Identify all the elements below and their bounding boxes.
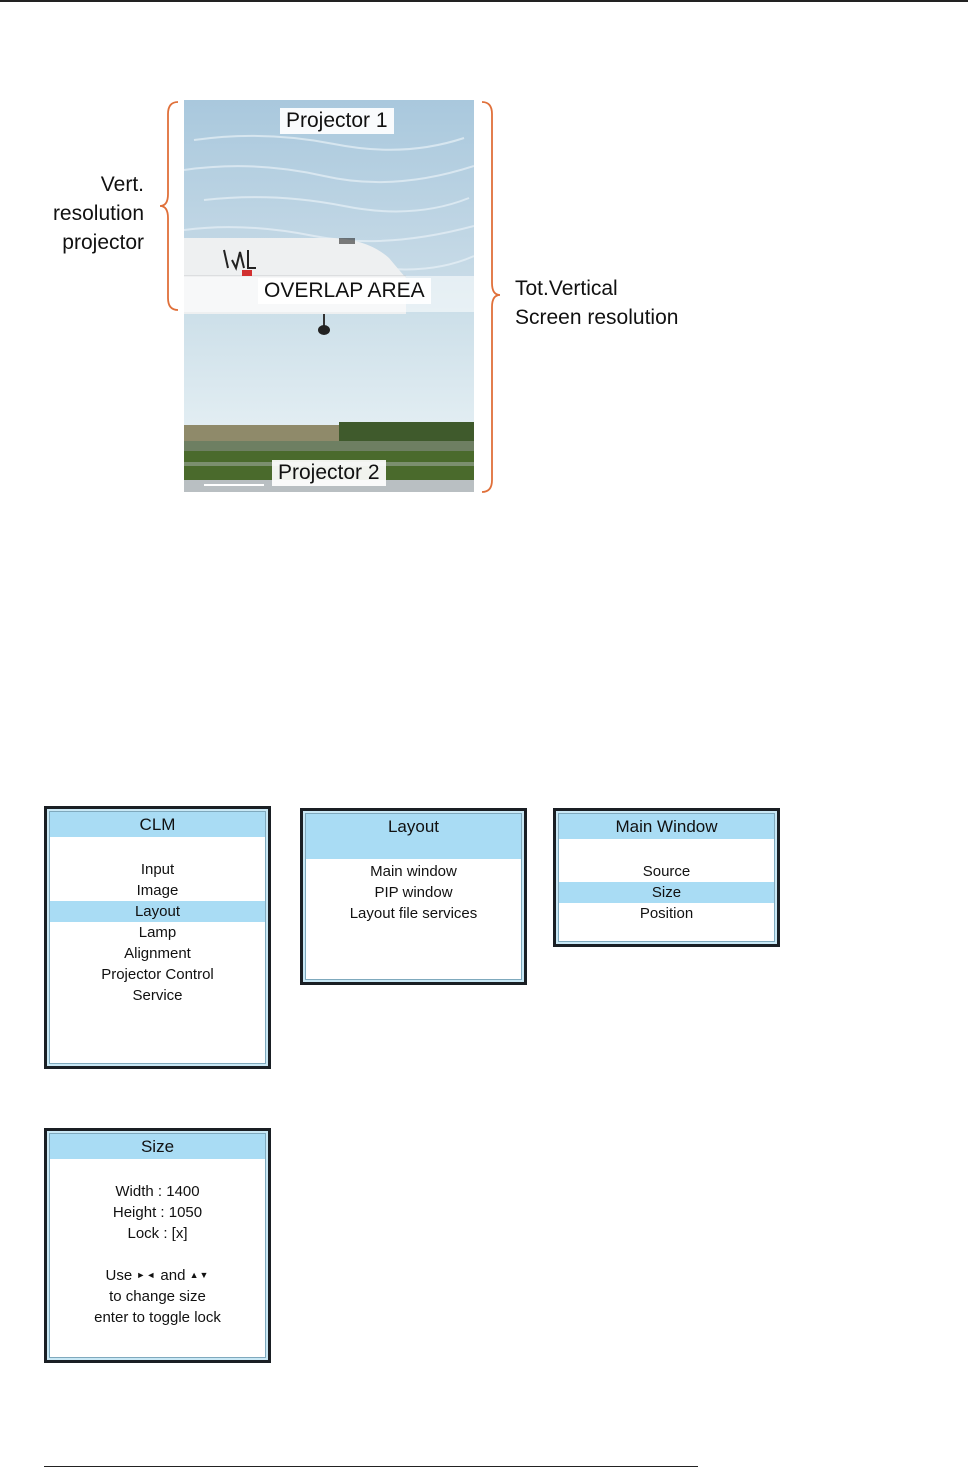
layout-menu bbox=[300, 808, 527, 985]
vert-resolution-text bbox=[44, 170, 144, 257]
menu-item-position[interactable]: Position bbox=[639, 905, 694, 922]
main-window-menu bbox=[553, 808, 780, 947]
left-brace bbox=[158, 100, 182, 312]
projector-1-label: Projector 1 bbox=[280, 108, 394, 134]
left-text-line: projector bbox=[62, 231, 144, 254]
top-rule bbox=[0, 0, 968, 2]
up-down-arrows-icon: ▲▼ bbox=[189, 1270, 210, 1280]
bottom-rule bbox=[44, 1466, 698, 1467]
menu-item-projector-control[interactable]: Projector Control bbox=[101, 966, 214, 983]
menu-item-service[interactable]: Service bbox=[132, 987, 183, 1004]
left-text-line: Vert. bbox=[100, 173, 144, 196]
projector-2-label: Projector 2 bbox=[272, 460, 386, 486]
menu-item-pip-window[interactable]: PIP window bbox=[374, 884, 453, 901]
overlap-figure bbox=[0, 90, 968, 500]
menu-item-layout[interactable]: Layout bbox=[50, 901, 265, 922]
menu-item-image[interactable]: Image bbox=[136, 882, 179, 899]
menu-item-main-window[interactable]: Main window bbox=[370, 863, 457, 880]
left-text-line: resolution bbox=[52, 202, 144, 225]
change-size-instruction: to change size bbox=[109, 1288, 206, 1305]
total-vertical-resolution-text bbox=[515, 274, 678, 332]
menu-item-source[interactable]: Source bbox=[642, 863, 691, 880]
right-text-line: Screen resolution bbox=[515, 306, 679, 329]
menu-item-alignment[interactable]: Alignment bbox=[124, 945, 191, 962]
menu-item-size[interactable]: Size bbox=[559, 882, 774, 903]
lock-value[interactable]: Lock : [x] bbox=[127, 1225, 188, 1242]
layout-menu-title: Layout bbox=[306, 814, 521, 839]
use-text: Use bbox=[105, 1267, 133, 1284]
width-value[interactable]: Width : 1400 bbox=[115, 1183, 200, 1200]
layout-menu-title-band bbox=[306, 839, 521, 859]
size-menu-title: Size bbox=[50, 1134, 265, 1159]
right-text-line: Tot.Vertical bbox=[515, 277, 618, 300]
right-brace bbox=[478, 100, 504, 494]
main-window-menu-items bbox=[559, 861, 774, 924]
clm-menu-title: CLM bbox=[50, 812, 265, 837]
spacer bbox=[50, 1244, 265, 1265]
clm-menu-items bbox=[50, 859, 265, 1006]
airplane-photo bbox=[184, 100, 474, 492]
use-arrows-instruction bbox=[50, 1265, 265, 1286]
menu-item-lamp[interactable]: Lamp bbox=[138, 924, 177, 941]
layout-menu-items bbox=[306, 861, 521, 924]
menu-item-input[interactable]: Input bbox=[140, 861, 175, 878]
toggle-lock-instruction: enter to toggle lock bbox=[94, 1309, 221, 1326]
overlap-area-label: OVERLAP AREA bbox=[258, 278, 431, 304]
right-left-arrows-icon: ►◄ bbox=[136, 1270, 157, 1280]
main-window-menu-title: Main Window bbox=[559, 814, 774, 839]
menu-item-layout-file-services[interactable]: Layout file services bbox=[349, 905, 478, 922]
size-menu bbox=[44, 1128, 271, 1363]
and-text: and bbox=[160, 1267, 186, 1284]
height-value[interactable]: Height : 1050 bbox=[112, 1204, 203, 1221]
clm-menu bbox=[44, 806, 271, 1069]
size-menu-content bbox=[50, 1181, 265, 1328]
